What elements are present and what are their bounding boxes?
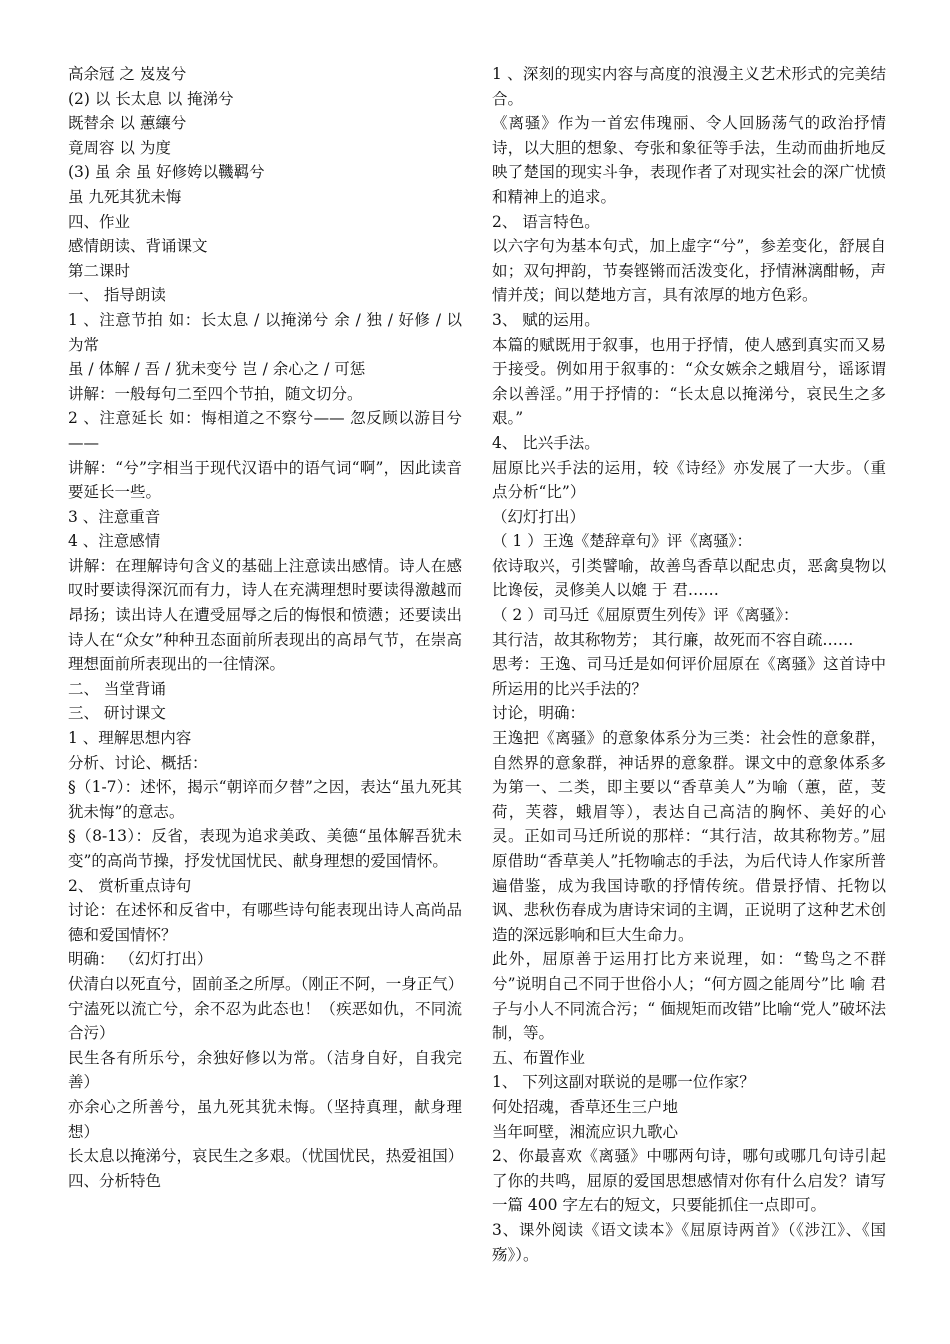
- text-line: 明确： （幻灯打出）: [68, 950, 213, 969]
- section-heading: 第二课时: [68, 261, 131, 280]
- text-line: （ 1 ）王逸《楚辞章句》评《离骚》：: [492, 532, 752, 551]
- text-paragraph: 依诗取兴，引类譬喻，故善鸟香草以配忠贞，恶禽臭物以比谗佞，灵修美人以媲 于 君……: [492, 556, 886, 600]
- text-paragraph: 3、课外阅读《语文读本》《屈原诗两首》（《涉江》、《国殇》）。: [492, 1220, 886, 1264]
- section-heading: 四、作业: [68, 212, 131, 231]
- section-heading: 4、 比兴手法。: [492, 433, 600, 452]
- section-heading: 二、 当堂背诵: [68, 679, 166, 698]
- text-paragraph: 本篇的赋既用于叙事，也用于抒情，使人感到真实而又易于接受。例如用于叙事的：“众女嫉余之蛾眉兮，谣诼谓余以善淫。”用于抒情的：“长太息以掩涕兮，哀民生之多艰。”: [492, 335, 886, 428]
- text-line: 1 、理解思想内容: [68, 729, 192, 748]
- text-line: 何处招魂，香草还生三户地: [492, 1097, 679, 1116]
- text-line: 2、 赏析重点诗句: [68, 876, 192, 895]
- text-line: 讲解：一般每句二至四个节拍，随文切分。: [68, 384, 363, 403]
- section-heading: 2、 语言特色。: [492, 212, 600, 231]
- text-paragraph: 1 、注意节拍 如：长太息 / 以掩涕兮 余 / 独 / 好修 / 以为常: [68, 310, 462, 354]
- section-heading: 3、 赋的运用。: [492, 310, 600, 329]
- text-line: 当年呵壁，湘流应识九歌心: [492, 1122, 679, 1141]
- text-line: 既替余 以 蕙纕兮: [68, 114, 187, 133]
- text-line: 4 、注意感情: [68, 532, 161, 551]
- text-line: 讨论，明确：: [492, 704, 586, 723]
- text-paragraph: 2 、注意延长 如：悔相道之不察兮—— 忽反顾以游目兮——: [68, 409, 462, 452]
- text-paragraph: 讲解：“兮”字相当于现代汉语中的语气词“啊”，因此读音要延长一些。: [68, 458, 462, 502]
- text-paragraph: 亦余心之所善兮，虽九死其犹未悔。（坚持真理，献身理想）: [68, 1097, 462, 1141]
- text-paragraph: 1 、深刻的现实内容与高度的浪漫主义艺术形式的完美结合。: [492, 65, 886, 108]
- section-heading: 五、布置作业: [492, 1048, 586, 1067]
- text-line: （ 2 ）司马迁《屈原贾生列传》评《离骚》：: [492, 606, 799, 625]
- section-heading: 四、分析特色: [68, 1171, 162, 1190]
- left-column: [68, 62, 462, 1193]
- text-paragraph: 民生各有所乐兮，余独好修以为常。（洁身自好，自我完善）: [68, 1048, 462, 1092]
- text-paragraph: 伏清白以死直兮，固前圣之所厚。（刚正不阿，一身正气）: [68, 974, 464, 993]
- text-line: 虽 / 体解 / 吾 / 犹未变兮 岂 / 余心之 / 可惩: [68, 360, 366, 379]
- text-line: (2) 以 长太息 以 掩涕兮: [68, 89, 234, 108]
- section-heading: 三、 研讨课文: [68, 704, 166, 723]
- text-paragraph: 思考：王逸、司马迁是如何评价屈原在《离骚》这首诗中所运用的比兴手法的？: [492, 655, 886, 698]
- text-line: 高余冠 之 岌岌兮: [68, 65, 187, 83]
- text-paragraph: 讲解：在理解诗句含义的基础上注意读出感情。诗人在感叹时要读得深沉而有力，诗人在充满理想时要读得激越而昂扬；读出诗人在遭受屈辱之后的悔恨和愤懑；还要读出诗人在“众女”种种丑态面前所表现出的高昂气节，在崇高理想面前所表现出的一往情深。: [68, 556, 462, 674]
- text-line: 虽 九死其犹未悔: [68, 187, 182, 206]
- text-line: 竟周容 以 为度: [68, 138, 171, 157]
- text-line: 3 、注意重音: [68, 507, 161, 526]
- text-line: 1、 下列这副对联说的是哪一位作家？: [492, 1073, 755, 1092]
- text-line: (3) 虽 余 虽 好修姱以鞿羁兮: [68, 163, 265, 182]
- text-paragraph: 长太息以掩涕兮，哀民生之多艰。（忧国忧民，热爱祖国）: [68, 1147, 464, 1166]
- text-line: 感情朗读、背诵课文: [68, 237, 208, 256]
- text-paragraph: §（1-7）：述怀，揭示“朝谇而夕替”之因，表达“虽九死其犹未悔”的意志。: [68, 778, 462, 821]
- text-paragraph: 以六字句为基本句式，加上虚字“兮”，参差变化，舒展自如；双句押韵，节奏铿锵而活泼变化，抒情淋漓酣畅，声情并茂；间以楚地方言，具有浓厚的地方色彩。: [492, 237, 886, 305]
- text-paragraph: §（8-13）：反省，表现为追求美政、美德“虽体解吾犹未变”的高尚节操，抒发忧国忧民、献身理想的爱国情怀。: [68, 827, 462, 870]
- section-heading: 一、 指导朗读: [68, 286, 166, 305]
- text-paragraph: 2、你最喜欢《离骚》中哪两句诗，哪句或哪几句诗引起了你的共鸣，屈原的爱国思想感情对你有什么启发？请写一篇 400 字左右的短文，只要能抓住一点即可。: [492, 1147, 886, 1215]
- text-paragraph: 宁溘死以流亡兮，余不忍为此态也！（疾恶如仇，不同流合污）: [68, 999, 462, 1043]
- text-paragraph: 王逸把《离骚》的意象体系分为三类：社会性的意象群，自然界的意象群，神话界的意象群。课文中的意象体系多为第一、二类，即主要以“香草美人”为喻（蕙，茝，芰荷，芙蓉，蛾眉等），表达自己高洁的胸怀、美好的心灵。正如司马迁所说的那样：“其行洁，故其称物芳。”屈原借助“香草美人”托物喻志的手法，为后代诗人作家所普遍借鉴，成为我国诗歌的抒情传统。借景抒情、托物以讽、悲秋伤春成为唐诗宋词的主调，正说明了这种艺术创造的深远影响和巨大生命力。: [492, 729, 886, 944]
- text-paragraph: 讨论：在述怀和反省中，有哪些诗句能表现出诗人高尚品德和爱国情怀？: [68, 901, 462, 944]
- text-line: 分析、讨论、概括：: [68, 753, 208, 772]
- text-paragraph: 此外，屈原善于运用打比方来说理，如：“鸷鸟之不群兮”说明自己不同于世俗小人；“何方圆之能周兮”比 喻 君子与小人不同流合污；“ 偭规矩而改错”比喻“党人”破坏法制，等。: [492, 950, 886, 1043]
- text-paragraph: 《离骚》作为一首宏伟瑰丽、令人回肠荡气的政治抒情诗，以大胆的想象、夸张和象征等手法，生动而曲折地反映了楚国的现实斗争，表现作者了对现实社会的深广忧愤和精神上的追求。: [492, 114, 886, 206]
- text-line: （幻灯打出）: [492, 507, 586, 526]
- text-paragraph: 屈原比兴手法的运用，较《诗经》亦发展了一大步。（重点分析“比”）: [492, 458, 886, 502]
- text-line: 其行洁，故其称物芳； 其行廉，故死而不容自疏……: [492, 630, 854, 649]
- right-column: [492, 62, 886, 1267]
